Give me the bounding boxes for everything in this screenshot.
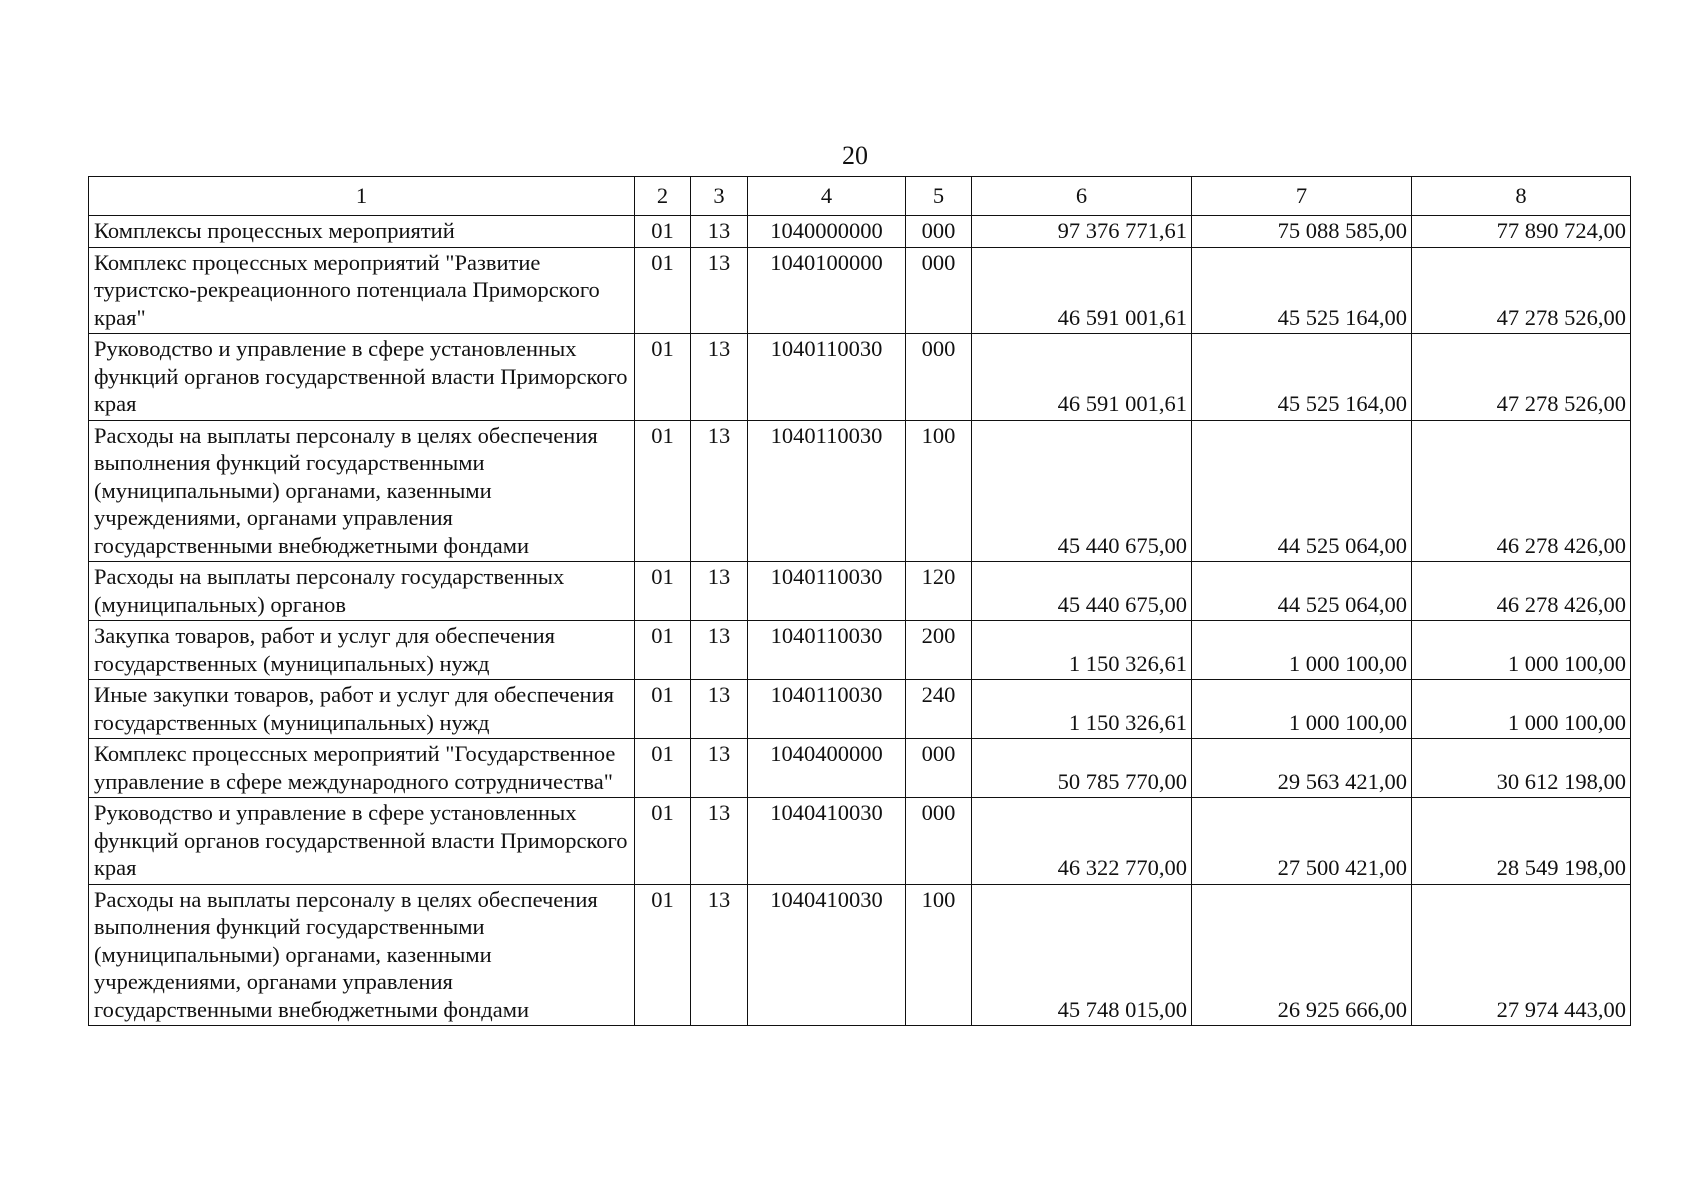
amount-col-8: 77 890 724,00 (1412, 216, 1631, 248)
table-row (89, 420, 1631, 562)
header-col-4: 4 (748, 177, 906, 216)
amount-col-6: 45 748 015,00 (972, 884, 1192, 1026)
target-article-code: 1040110030 (748, 562, 906, 621)
expense-type-code: 000 (906, 216, 972, 248)
table-row (89, 247, 1631, 334)
header-col-1: 1 (89, 177, 635, 216)
subsection-code: 13 (691, 680, 748, 739)
header-col-2: 2 (635, 177, 691, 216)
expense-name: Расходы на выплаты персоналу в целях обеспечения выполнения функций государственными (муниципальными) органами, казенными учреждениями, органами управления государственными внебюджетными фондами (89, 420, 635, 562)
amount-col-7: 45 525 164,00 (1192, 247, 1412, 334)
amount-col-6: 1 150 326,61 (972, 621, 1192, 680)
target-article-code: 1040100000 (748, 247, 906, 334)
expense-name: Иные закупки товаров, работ и услуг для обеспечения государственных (муниципальных) нужд (89, 680, 635, 739)
amount-col-8: 47 278 526,00 (1412, 247, 1631, 334)
amount-col-7: 27 500 421,00 (1192, 798, 1412, 885)
table-row (89, 334, 1631, 421)
amount-col-8: 1 000 100,00 (1412, 621, 1631, 680)
expense-name: Руководство и управление в сфере установленных функций органов государственной власти Приморского края (89, 798, 635, 885)
section-code: 01 (635, 420, 691, 562)
subsection-code: 13 (691, 739, 748, 798)
expense-name: Руководство и управление в сфере установленных функций органов государственной власти Приморского края (89, 334, 635, 421)
section-code: 01 (635, 798, 691, 885)
table-row (89, 562, 1631, 621)
amount-col-6: 46 322 770,00 (972, 798, 1192, 885)
target-article-code: 1040110030 (748, 420, 906, 562)
table-row (89, 216, 1631, 248)
subsection-code: 13 (691, 798, 748, 885)
target-article-code: 1040110030 (748, 680, 906, 739)
table-row (89, 798, 1631, 885)
subsection-code: 13 (691, 334, 748, 421)
amount-col-6: 45 440 675,00 (972, 420, 1192, 562)
target-article-code: 1040410030 (748, 798, 906, 885)
amount-col-7: 29 563 421,00 (1192, 739, 1412, 798)
expense-type-code: 100 (906, 420, 972, 562)
amount-col-6: 97 376 771,61 (972, 216, 1192, 248)
expense-type-code: 000 (906, 739, 972, 798)
header-col-5: 5 (906, 177, 972, 216)
amount-col-7: 44 525 064,00 (1192, 562, 1412, 621)
subsection-code: 13 (691, 562, 748, 621)
amount-col-8: 47 278 526,00 (1412, 334, 1631, 421)
expense-name: Комплекс процессных мероприятий "Государственное управление в сфере международного сотрудничества" (89, 739, 635, 798)
table-row (89, 621, 1631, 680)
header-col-3: 3 (691, 177, 748, 216)
expense-type-code: 240 (906, 680, 972, 739)
target-article-code: 1040400000 (748, 739, 906, 798)
expense-type-code: 000 (906, 247, 972, 334)
target-article-code: 1040110030 (748, 621, 906, 680)
expense-type-code: 000 (906, 334, 972, 421)
subsection-code: 13 (691, 420, 748, 562)
header-col-7: 7 (1192, 177, 1412, 216)
section-code: 01 (635, 884, 691, 1026)
expense-type-code: 120 (906, 562, 972, 621)
expense-name: Расходы на выплаты персоналу в целях обеспечения выполнения функций государственными (муниципальными) органами, казенными учреждениями, органами управления государственными внебюджетными фондами (89, 884, 635, 1026)
amount-col-6: 46 591 001,61 (972, 334, 1192, 421)
amount-col-6: 50 785 770,00 (972, 739, 1192, 798)
expense-name: Комплекс процессных мероприятий "Развитие туристско-рекреационного потенциала Приморского края" (89, 247, 635, 334)
amount-col-6: 45 440 675,00 (972, 562, 1192, 621)
expense-name: Расходы на выплаты персоналу государственных (муниципальных) органов (89, 562, 635, 621)
target-article-code: 1040000000 (748, 216, 906, 248)
amount-col-8: 46 278 426,00 (1412, 420, 1631, 562)
section-code: 01 (635, 247, 691, 334)
table-header-row (89, 177, 1631, 216)
expense-type-code: 000 (906, 798, 972, 885)
table-row (89, 739, 1631, 798)
section-code: 01 (635, 739, 691, 798)
subsection-code: 13 (691, 216, 748, 248)
expense-type-code: 200 (906, 621, 972, 680)
expense-name: Закупка товаров, работ и услуг для обеспечения государственных (муниципальных) нужд (89, 621, 635, 680)
amount-col-6: 1 150 326,61 (972, 680, 1192, 739)
amount-col-7: 75 088 585,00 (1192, 216, 1412, 248)
amount-col-7: 26 925 666,00 (1192, 884, 1412, 1026)
amount-col-7: 45 525 164,00 (1192, 334, 1412, 421)
amount-col-8: 30 612 198,00 (1412, 739, 1631, 798)
header-col-6: 6 (972, 177, 1192, 216)
amount-col-7: 44 525 064,00 (1192, 420, 1412, 562)
section-code: 01 (635, 334, 691, 421)
section-code: 01 (635, 621, 691, 680)
subsection-code: 13 (691, 621, 748, 680)
amount-col-8: 28 549 198,00 (1412, 798, 1631, 885)
target-article-code: 1040110030 (748, 334, 906, 421)
section-code: 01 (635, 216, 691, 248)
budget-table (88, 176, 1631, 1026)
table-row (89, 884, 1631, 1026)
amount-col-8: 27 974 443,00 (1412, 884, 1631, 1026)
target-article-code: 1040410030 (748, 884, 906, 1026)
expense-name: Комплексы процессных мероприятий (89, 216, 635, 248)
table-row (89, 680, 1631, 739)
section-code: 01 (635, 562, 691, 621)
subsection-code: 13 (691, 247, 748, 334)
subsection-code: 13 (691, 884, 748, 1026)
section-code: 01 (635, 680, 691, 739)
header-col-8: 8 (1412, 177, 1631, 216)
expense-type-code: 100 (906, 884, 972, 1026)
amount-col-7: 1 000 100,00 (1192, 680, 1412, 739)
amount-col-8: 46 278 426,00 (1412, 562, 1631, 621)
amount-col-8: 1 000 100,00 (1412, 680, 1631, 739)
page-number: 20 (842, 141, 868, 170)
amount-col-7: 1 000 100,00 (1192, 621, 1412, 680)
amount-col-6: 46 591 001,61 (972, 247, 1192, 334)
